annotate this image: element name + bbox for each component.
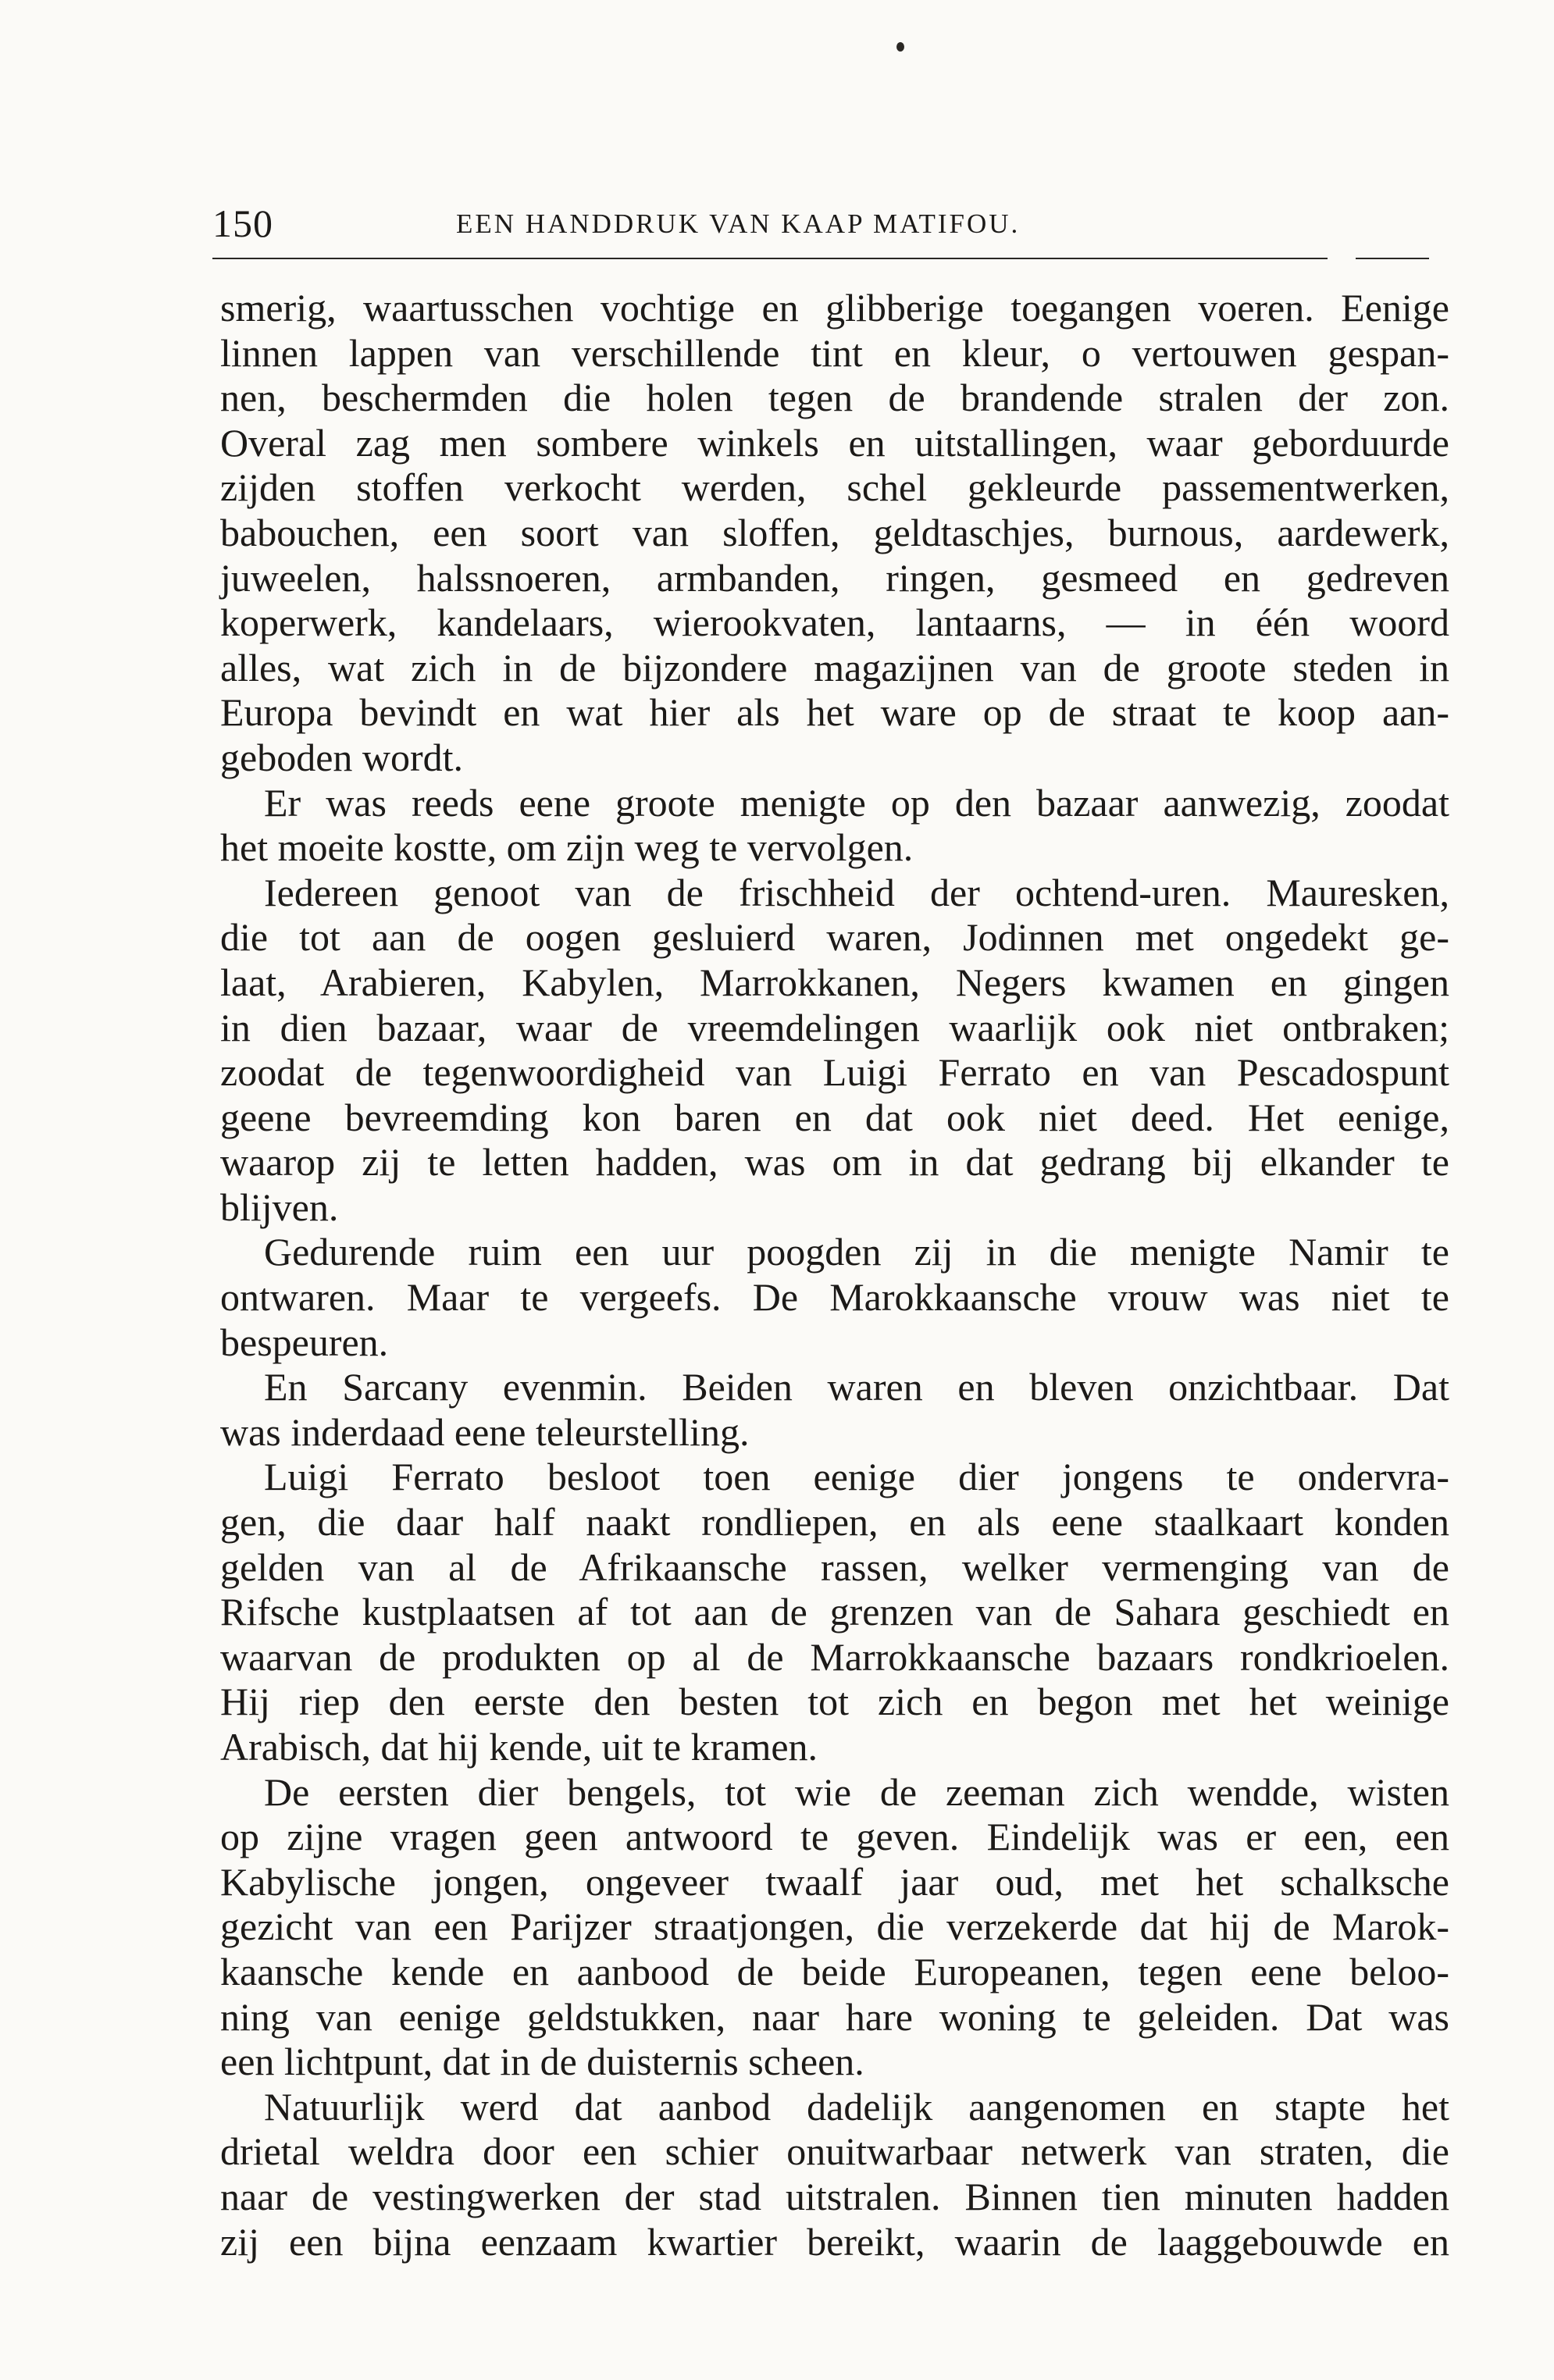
paragraph bbox=[220, 871, 1449, 1231]
text-line: een lichtpunt, dat in de duisternis scheen. bbox=[220, 2040, 864, 2084]
text-line: Rifsche kustplaatsen af tot aan de grenzen van de Sahara geschiedt en bbox=[220, 1590, 1449, 1634]
header-rule bbox=[212, 258, 1328, 259]
text-line: ontwaren. Maar te vergeefs. De Marokkaansche vrouw was niet te bbox=[220, 1275, 1449, 1320]
text-line: babouchen, een soort van sloffen, geldtaschjes, burnous, aardewerk, bbox=[220, 510, 1449, 554]
paragraph bbox=[220, 1455, 1449, 1769]
text-line: nen, beschermden die holen tegen de brandende stralen der zon. bbox=[220, 376, 1449, 420]
body-text bbox=[220, 286, 1449, 2264]
text-line: Gedurende ruim een uur poogden zij in die menigte Namir te bbox=[264, 1230, 1449, 1274]
page-header bbox=[212, 200, 1440, 250]
text-line: gen, die daar half naakt rondliepen, en als eene staalkaart konden bbox=[220, 1500, 1449, 1545]
running-title: EEN HANDDRUK VAN KAAP MATIFOU. bbox=[456, 208, 1021, 239]
text-line: Luigi Ferrato besloot toen eenige dier jongens te ondervra- bbox=[264, 1455, 1449, 1499]
paragraph bbox=[220, 1230, 1449, 1365]
paragraph bbox=[220, 781, 1449, 871]
text-line: zijden stoffen verkocht werden, schel gekleurde passementwerken, bbox=[220, 465, 1449, 510]
text-line: die tot aan de oogen gesluierd waren, Jodinnen met ongedekt ge- bbox=[220, 915, 1449, 960]
text-line: koperwerk, kandelaars, wierookvaten, lantaarns, — in één woord bbox=[220, 600, 1449, 645]
text-line: juweelen, halssnoeren, armbanden, ringen, gesmeed en gedreven bbox=[220, 555, 1449, 600]
text-line: gezicht van een Parijzer straatjongen, die verzekerde dat hij de Marok- bbox=[220, 1904, 1449, 1949]
text-line: was inderdaad eene teleurstelling. bbox=[220, 1409, 750, 1454]
text-line: in dien bazaar, waar de vreemdelingen waarlijk ook niet ontbraken; bbox=[220, 1005, 1449, 1049]
text-line: linnen lappen van verschillende tint en kleur, o vertouwen gespan- bbox=[220, 330, 1449, 375]
text-line: Kabylische jongen, ongeveer twaalf jaar oud, met het schalksche bbox=[220, 1859, 1449, 1904]
text-line: Hij riep den eerste den besten tot zich en begon met het weinige bbox=[220, 1680, 1449, 1724]
text-line: Arabisch, dat hij kende, uit te kramen. bbox=[220, 1725, 818, 1769]
text-line: bespeuren. bbox=[220, 1320, 389, 1364]
paragraph bbox=[220, 1365, 1449, 1455]
text-line: drietal weldra door een schier onuitwarbaar netwerk van straten, die bbox=[220, 2129, 1449, 2174]
page-number: 150 bbox=[212, 201, 273, 245]
text-line: alles, wat zich in de bijzondere magazijnen van de groote steden in bbox=[220, 645, 1449, 689]
text-line: Overal zag men sombere winkels en uitstallingen, waar geborduurde bbox=[220, 420, 1449, 465]
header-rule-end bbox=[1356, 258, 1429, 259]
text-line: Natuurlijk werd dat aanbod dadelijk aangenomen en stapte het bbox=[264, 2084, 1449, 2129]
text-line: gelden van al de Afrikaansche rassen, welker vermenging van de bbox=[220, 1545, 1449, 1589]
paragraph bbox=[220, 2085, 1449, 2264]
paragraph bbox=[220, 1770, 1449, 2085]
text-line: En Sarcany evenmin. Beiden waren en bleven onzichtbaar. Dat bbox=[264, 1365, 1449, 1409]
text-line: kaansche kende en aanbood de beide Europeanen, tegen eene beloo- bbox=[220, 1949, 1449, 1993]
text-line: Er was reeds eene groote menigte op den bazaar aanwezig, zoodat bbox=[264, 780, 1449, 825]
text-line: smerig, waartusschen vochtige en glibberige toegangen voeren. Eenige bbox=[220, 286, 1449, 330]
text-line: waarop zij te letten hadden, was om in dat gedrang bij elkander te bbox=[220, 1140, 1449, 1185]
text-line: naar de vestingwerken der stad uitstralen. Binnen tien minuten hadden bbox=[220, 2174, 1449, 2218]
text-line: op zijne vragen geen antwoord te geven. Eindelijk was er een, een bbox=[220, 1815, 1449, 1859]
text-line: ning van eenige geldstukken, naar hare woning te geleiden. Dat was bbox=[220, 1994, 1449, 2039]
text-line: zij een bijna eenzaam kwartier bereikt, waarin de laaggebouwde en bbox=[220, 2219, 1449, 2264]
text-line: waarvan de produkten op al de Marrokkaansche bazaars rondkrioelen. bbox=[220, 1634, 1449, 1679]
paragraph bbox=[220, 286, 1449, 781]
text-line: blijven. bbox=[220, 1185, 339, 1229]
text-line: Europa bevindt en wat hier als het ware op de straat te koop aan- bbox=[220, 690, 1449, 735]
ink-speck bbox=[896, 42, 904, 52]
text-line: zoodat de tegenwoordigheid van Luigi Ferrato en van Pescadospunt bbox=[220, 1050, 1449, 1095]
text-line: geboden wordt. bbox=[220, 735, 464, 779]
text-line: geene bevreemding kon baren en dat ook niet deed. Het eenige, bbox=[220, 1095, 1449, 1139]
text-line: Iedereen genoot van de frischheid der ochtend-uren. Mauresken, bbox=[264, 870, 1449, 914]
text-line: De eersten dier bengels, tot wie de zeeman zich wendde, wisten bbox=[264, 1769, 1449, 1814]
text-line: het moeite kostte, om zijn weg te vervolgen. bbox=[220, 825, 914, 870]
text-line: laat, Arabieren, Kabylen, Marrokkanen, Negers kwamen en gingen bbox=[220, 960, 1449, 1004]
